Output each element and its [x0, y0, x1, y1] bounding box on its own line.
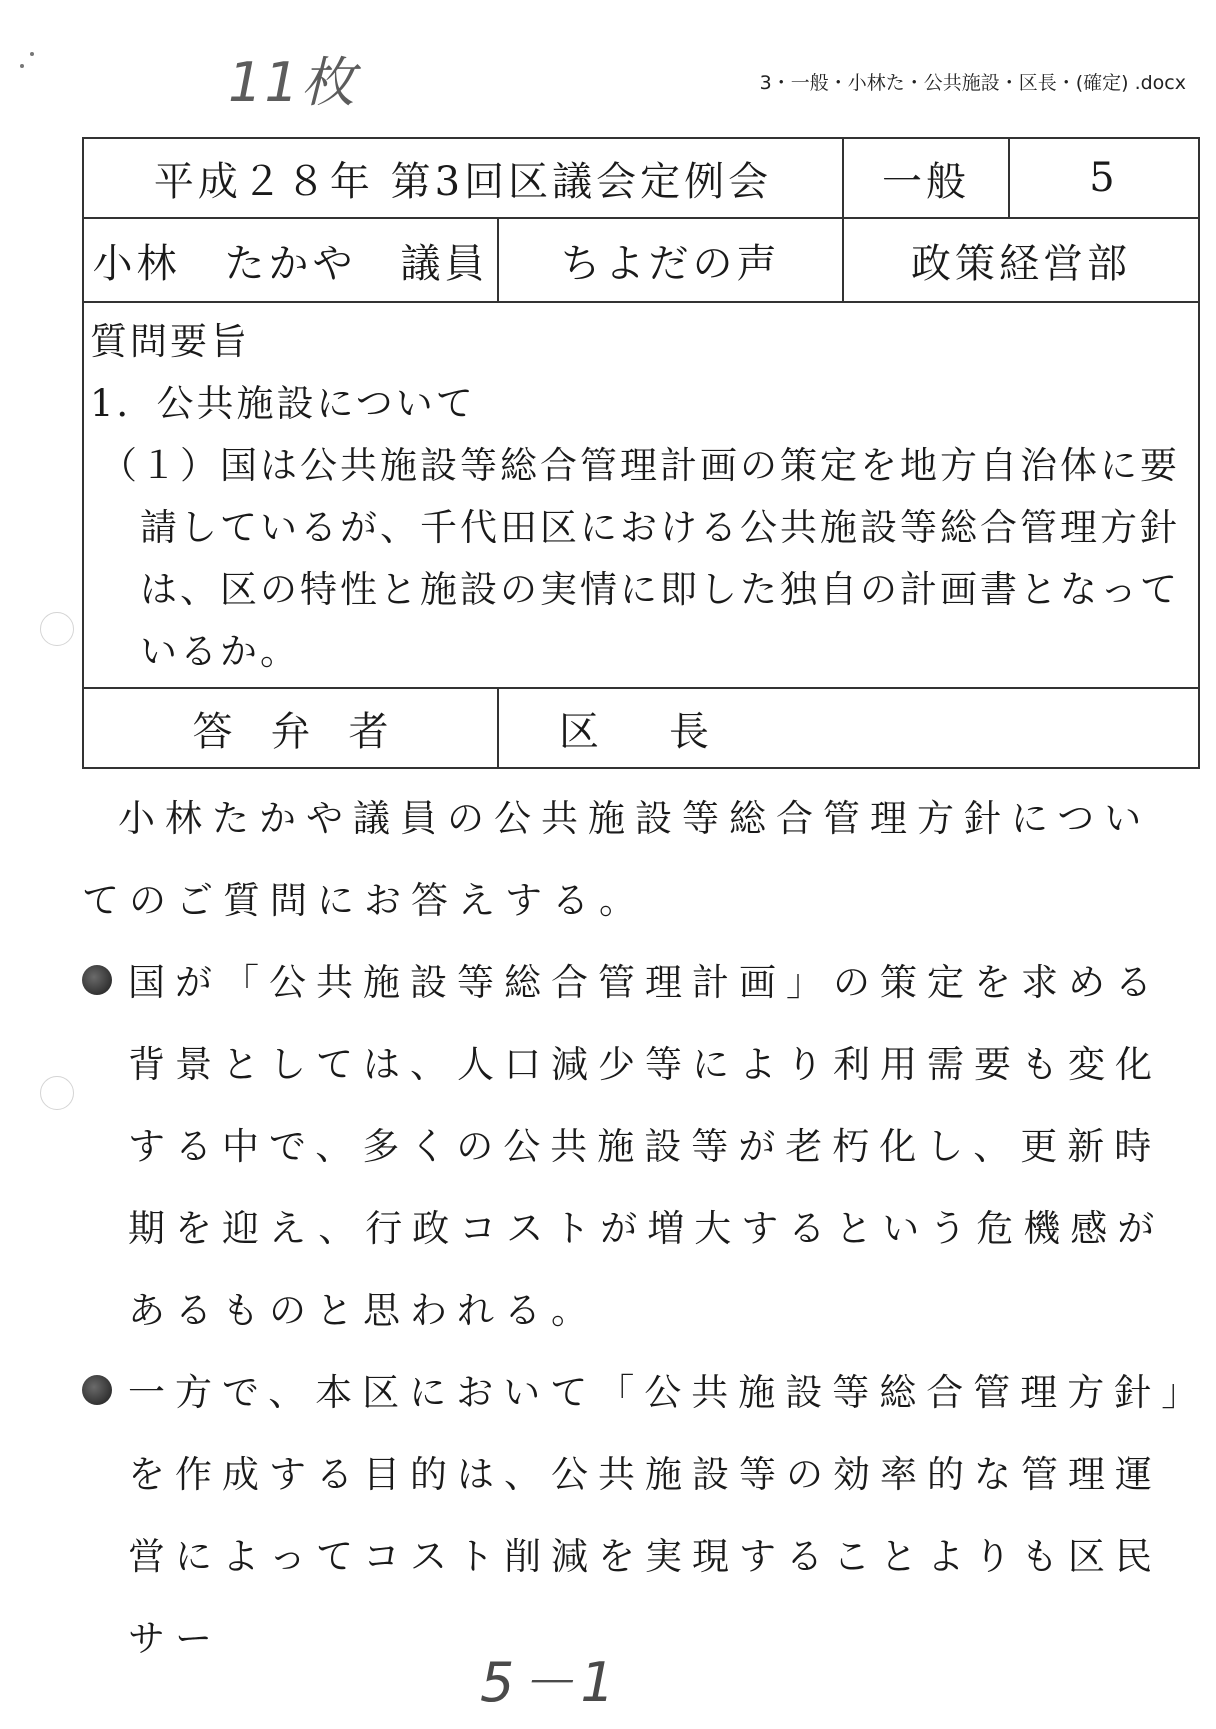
bullet-dot-icon [82, 1375, 112, 1405]
handwritten-sheet-count: 11枚 [228, 51, 357, 114]
faction-name: ちよだの声 [498, 218, 843, 302]
answer-intro: 小林たかや議員の公共施設等総合管理方針についてのご質問にお答えする。 [82, 797, 1152, 922]
scan-speck [30, 52, 34, 56]
answerer-label: 答弁者 [83, 688, 498, 768]
question-sub-text: 国は公共施設等総合管理計画の策定を地方自治体に要請しているが、千代田区における公共施設等総合管理方針は、区の特性と施設の実情に即した独自の計画書となっているか。 [140, 444, 1180, 673]
punch-hole-mark [40, 612, 74, 646]
answer-point-text: 国が「公共施設等総合管理計画」の策定を求める背景としては、人口減少等により利用需要も変化する中で、多くの公共施設等が老朽化し、更新時期を迎え、行政コストが増大するという危機感があるものと思われる。 [128, 961, 1165, 1332]
punch-hole-mark [40, 1076, 74, 1110]
answerer-name: 区長 [498, 688, 1199, 768]
answer-point-text: 一方で、本区において「公共施設等総合管理方針」を作成する目的は、公共施設等の効率的な管理運営によってコスト削減を実現することよりも区民サー [128, 1371, 1190, 1660]
member-name: 小林 たかや 議員 [83, 218, 498, 302]
question-category: 一般 [843, 138, 1009, 218]
answer-point [82, 942, 1192, 1352]
answer-point [82, 1352, 1192, 1680]
scan-speck [20, 64, 24, 68]
question-sub-item [100, 435, 1188, 683]
document-filename: 3・一般・小林た・公共施設・区長・(確定) .docx [759, 72, 1186, 94]
question-number: 5 [1009, 138, 1199, 218]
question-summary [83, 302, 1199, 688]
question-item-title: 1．公共施設について [90, 382, 476, 425]
question-summary-heading: 質問要旨 [90, 320, 250, 363]
answer-body [82, 778, 1192, 1680]
session-title: 平成２８年 第3回区議会定例会 [83, 138, 843, 218]
question-header-table [82, 137, 1200, 769]
handwritten-page-number: 5－1 [480, 1651, 621, 1714]
department-name: 政策経営部 [843, 218, 1199, 302]
bullet-dot-icon [82, 965, 112, 995]
question-sub-label: （１） [100, 444, 220, 487]
